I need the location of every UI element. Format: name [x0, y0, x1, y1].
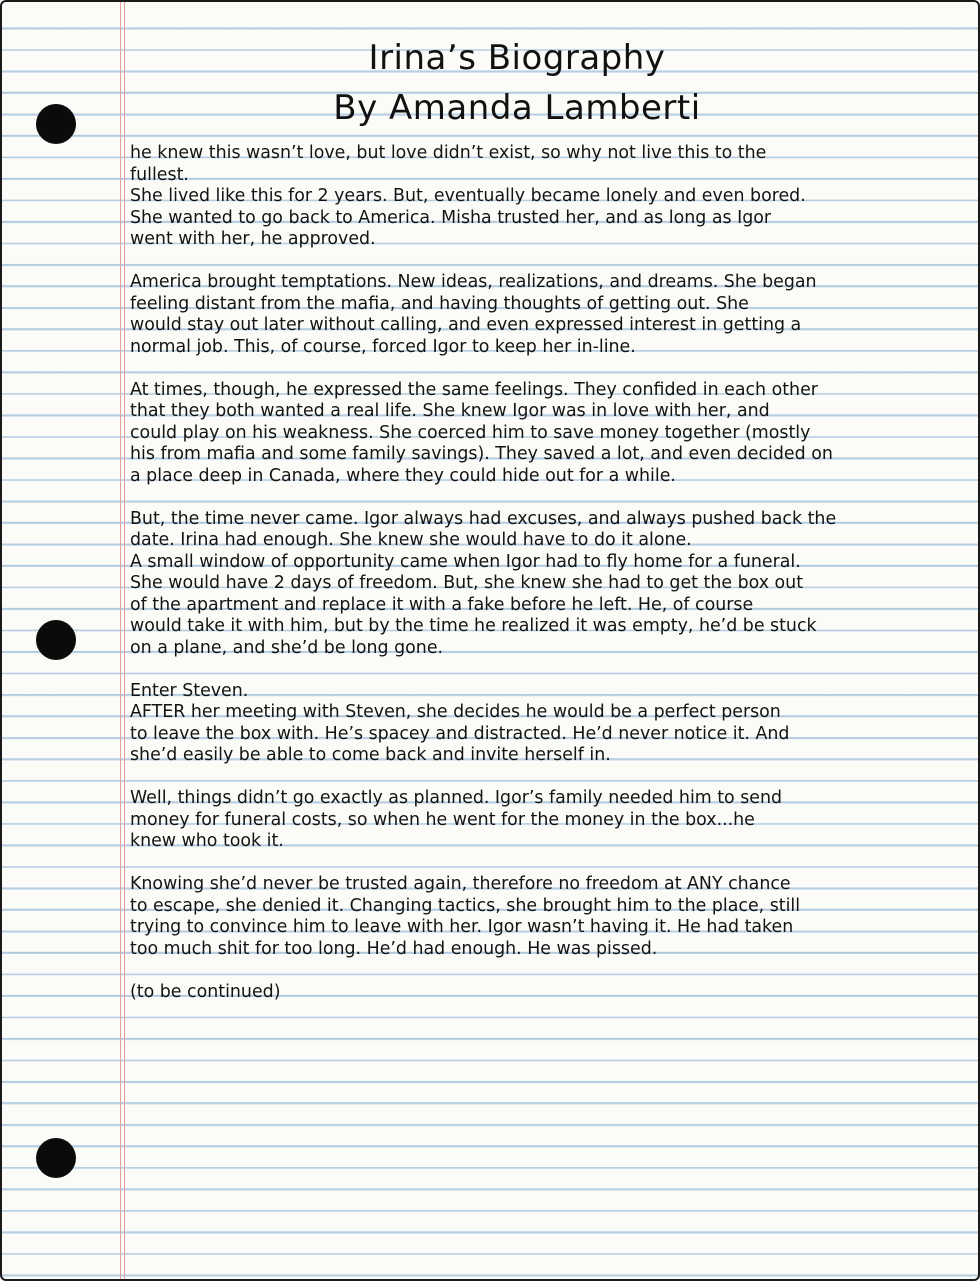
author-line: By Amanda Lamberti — [333, 88, 701, 128]
text-line: would stay out later without calling, and even expressed interest in getting a — [130, 315, 802, 335]
text-line: trying to convince him to leave with her. Igor wasn’t having it. He had taken — [130, 917, 794, 937]
text-line: to leave the box with. He’s spacey and distracted. He’d never notice it. And — [130, 723, 790, 744]
text-line: date. Irina had enough. She knew she would have to do it alone. — [130, 530, 692, 550]
paragraph-gap — [130, 251, 916, 273]
binder-hole-bottom — [36, 1138, 76, 1178]
binder-hole-top — [36, 104, 76, 144]
text-line: feeling distant from the mafia, and having thoughts of getting out. She — [130, 293, 749, 314]
text-line: a place deep in Canada, where they could hide out for a while. — [130, 465, 676, 486]
text-line: his from mafia and some family savings). They saved a lot, and even decided on — [130, 444, 833, 464]
text-line: normal job. This, of course, forced Igor to keep her in-line. — [130, 336, 636, 357]
text-line: She wanted to go back to America. Misha trusted her, and as long as Igor — [130, 207, 772, 228]
text-line: could play on his weakness. She coerced him to save money together (mostly — [130, 422, 811, 443]
paragraph-gap — [130, 487, 916, 509]
text-line: (to be continued) — [130, 981, 281, 1002]
text-line: on a plane, and she’d be long gone. — [130, 637, 444, 658]
text-line: fullest. — [130, 164, 189, 185]
paragraph-gap — [130, 358, 916, 380]
text-line: Enter Steven. — [130, 680, 249, 701]
text-line: to escape, she denied it. Changing tactics, she brought him to the place, still — [130, 895, 801, 916]
text-line: She lived like this for 2 years. But, eventually became lonely and even bored. — [130, 186, 806, 206]
paragraph-gap — [130, 767, 916, 789]
margin-line — [124, 2, 125, 1279]
paragraph-gap — [130, 659, 916, 681]
text-line: America brought temptations. New ideas, realizations, and dreams. She began — [130, 272, 817, 292]
text-line: she’d easily be able to come back and invite herself in. — [130, 745, 611, 765]
text-line: But, the time never came. Igor always had excuses, and always pushed back the — [130, 508, 837, 529]
page-title: Irina’s Biography — [368, 38, 666, 78]
paragraph-gap — [130, 960, 916, 982]
text-line: AFTER her meeting with Steven, she decides he would be a perfect person — [130, 702, 781, 722]
binder-hole-middle — [36, 620, 76, 660]
text-line: A small window of opportunity came when Igor had to fly home for a funeral. — [130, 551, 801, 572]
text-line: knew who took it. — [130, 831, 284, 851]
text-line: he knew this wasn’t love, but love didn’t exist, so why not live this to the — [130, 143, 767, 163]
text-line: Well, things didn’t go exactly as planned. Igor’s family needed him to send — [130, 788, 783, 808]
biography-text — [130, 143, 916, 1003]
text-line: At times, though, he expressed the same feelings. They confided in each other — [130, 379, 818, 400]
paragraph-gap — [130, 853, 916, 875]
text-line: She would have 2 days of freedom. But, she knew she had to get the box out — [130, 573, 804, 593]
text-line: that they both wanted a real life. She knew Igor was in love with her, and — [130, 401, 770, 421]
text-line: went with her, he approved. — [130, 229, 376, 249]
text-line: Knowing she’d never be trusted again, therefore no freedom at ANY chance — [130, 874, 791, 894]
text-line: of the apartment and replace it with a fake before he left. He, of course — [130, 594, 754, 615]
text-line: would take it with him, but by the time he realized it was empty, he’d be stuck — [130, 616, 817, 636]
text-line: money for funeral costs, so when he went for the money in the box...he — [130, 809, 755, 830]
text-line: too much shit for too long. He’d had enough. He was pissed. — [130, 938, 658, 959]
margin-line — [120, 2, 121, 1279]
